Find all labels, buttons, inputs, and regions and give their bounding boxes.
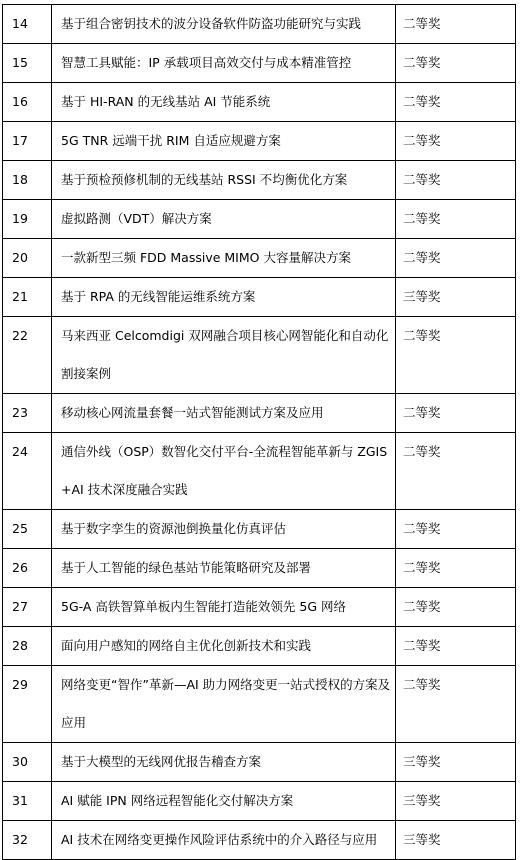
- award-level: 二等奖: [396, 317, 516, 394]
- row-number: 14: [3, 5, 52, 44]
- award-level: 二等奖: [396, 433, 516, 510]
- award-level: 二等奖: [396, 394, 516, 433]
- project-title: 5G TNR 远端干扰 RIM 自适应规避方案: [52, 122, 396, 161]
- project-title: 基于组合密钥技术的波分设备软件防盗功能研究与实践: [52, 5, 396, 44]
- award-level: 二等奖: [396, 510, 516, 549]
- table-row: [3, 83, 516, 122]
- award-level: 二等奖: [396, 239, 516, 278]
- table-row: [3, 433, 516, 510]
- award-level: 二等奖: [396, 83, 516, 122]
- row-number: 31: [3, 782, 52, 821]
- project-title: 通信外线（OSP）数智化交付平台-全流程智能革新与 ZGIS+AI 技术深度融合实践: [52, 433, 396, 510]
- award-level: 二等奖: [396, 627, 516, 666]
- row-number: 20: [3, 239, 52, 278]
- award-level: 三等奖: [396, 743, 516, 782]
- project-title: 智慧工具赋能：IP 承载项目高效交付与成本精准管控: [52, 44, 396, 83]
- table-row: [3, 122, 516, 161]
- award-level: 二等奖: [396, 161, 516, 200]
- row-number: 26: [3, 549, 52, 588]
- project-title: 移动核心网流量套餐一站式智能测试方案及应用: [52, 394, 396, 433]
- project-title: 马来西亚 Celcomdigi 双网融合项目核心网智能化和自动化割接案例: [52, 317, 396, 394]
- award-level: 二等奖: [396, 5, 516, 44]
- row-number: 32: [3, 821, 52, 860]
- table-row: [3, 44, 516, 83]
- award-level: 二等奖: [396, 44, 516, 83]
- row-number: 24: [3, 433, 52, 510]
- table-row: [3, 278, 516, 317]
- award-level: 三等奖: [396, 278, 516, 317]
- table-row: [3, 394, 516, 433]
- row-number: 25: [3, 510, 52, 549]
- row-number: 21: [3, 278, 52, 317]
- project-title: 基于预检预修机制的无线基站 RSSI 不均衡优化方案: [52, 161, 396, 200]
- table-row: [3, 239, 516, 278]
- row-number: 17: [3, 122, 52, 161]
- project-title: 虚拟路测（VDT）解决方案: [52, 200, 396, 239]
- table-row: [3, 782, 516, 821]
- row-number: 15: [3, 44, 52, 83]
- table-row: [3, 5, 516, 44]
- award-level: 二等奖: [396, 200, 516, 239]
- award-table-body: [3, 5, 516, 860]
- award-table: [2, 4, 516, 860]
- project-title: 5G-A 高铁智算单板内生智能打造能效领先 5G 网络: [52, 588, 396, 627]
- table-row: [3, 627, 516, 666]
- award-level: 二等奖: [396, 122, 516, 161]
- row-number: 19: [3, 200, 52, 239]
- award-level: 三等奖: [396, 821, 516, 860]
- table-row: [3, 510, 516, 549]
- project-title: AI 赋能 IPN 网络远程智能化交付解决方案: [52, 782, 396, 821]
- project-title: 基于 RPA 的无线智能运维系统方案: [52, 278, 396, 317]
- award-level: 二等奖: [396, 549, 516, 588]
- table-row: [3, 821, 516, 860]
- table-row: [3, 666, 516, 743]
- table-row: [3, 549, 516, 588]
- award-level: 二等奖: [396, 588, 516, 627]
- table-row: [3, 588, 516, 627]
- table-row: [3, 161, 516, 200]
- table-row: [3, 317, 516, 394]
- project-title: 一款新型三频 FDD Massive MIMO 大容量解决方案: [52, 239, 396, 278]
- project-title: AI 技术在网络变更操作风险评估系统中的介入路径与应用: [52, 821, 396, 860]
- project-title: 面向用户感知的网络自主优化创新技术和实践: [52, 627, 396, 666]
- row-number: 30: [3, 743, 52, 782]
- table-row: [3, 743, 516, 782]
- award-level: 二等奖: [396, 666, 516, 743]
- row-number: 27: [3, 588, 52, 627]
- award-level: 三等奖: [396, 782, 516, 821]
- project-title: 基于 HI-RAN 的无线基站 AI 节能系统: [52, 83, 396, 122]
- row-number: 22: [3, 317, 52, 394]
- project-title: 基于人工智能的绿色基站节能策略研究及部署: [52, 549, 396, 588]
- row-number: 29: [3, 666, 52, 743]
- table-row: [3, 200, 516, 239]
- row-number: 28: [3, 627, 52, 666]
- row-number: 18: [3, 161, 52, 200]
- project-title: 网络变更“智作”革新—AI 助力网络变更一站式授权的方案及应用: [52, 666, 396, 743]
- row-number: 16: [3, 83, 52, 122]
- project-title: 基于大模型的无线网优报告稽查方案: [52, 743, 396, 782]
- project-title: 基于数字孪生的资源池倒换量化仿真评估: [52, 510, 396, 549]
- row-number: 23: [3, 394, 52, 433]
